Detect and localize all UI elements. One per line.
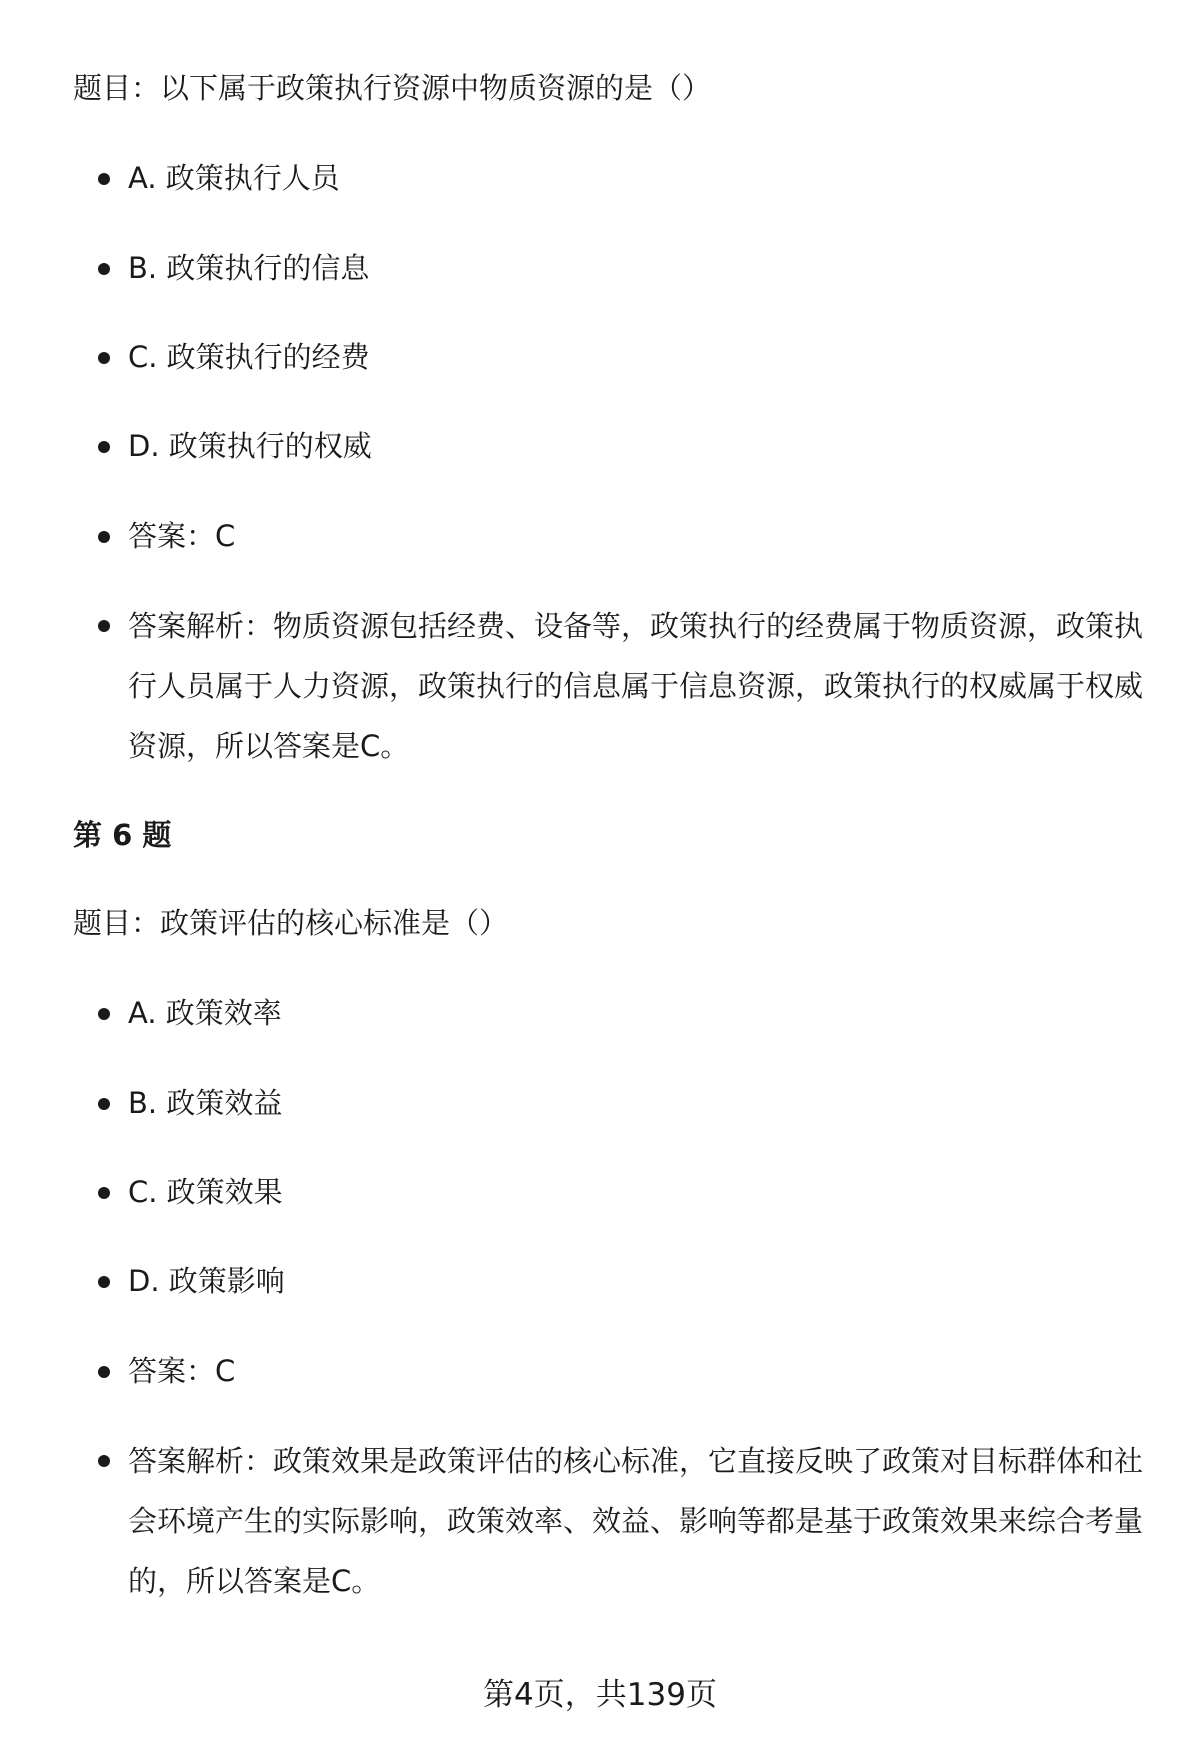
bullet — [98, 1098, 110, 1110]
q6-option-a: A. 政策效率 — [128, 996, 282, 1030]
question-5-text: 题目：以下属于政策执行资源中物质资源的是（） — [73, 71, 712, 105]
q5-explanation: 答案解析：物质资源包括经费、设备等，政策执行的经费属于物质资源，政策执行人员属于人力资源，政策执行的信息属于信息资源，政策执行的权威属于权威资源，所以答案是C。 — [128, 609, 1144, 763]
bullet — [98, 352, 110, 364]
bullet — [98, 1008, 110, 1020]
bullet — [98, 1276, 110, 1288]
bullet — [98, 1366, 110, 1378]
bullet — [98, 1187, 110, 1199]
bullet — [98, 531, 110, 543]
bullet — [98, 620, 110, 632]
q5-option-a: A. 政策执行人员 — [128, 161, 340, 195]
q6-answer: 答案：C — [128, 1354, 236, 1388]
q5-option-d: D. 政策执行的权威 — [128, 429, 372, 463]
bullet — [98, 263, 110, 275]
page-indicator: 第4页，共139页 — [483, 1677, 717, 1713]
bullet — [98, 173, 110, 185]
bullet — [98, 441, 110, 453]
q6-option-d: D. 政策影响 — [128, 1264, 285, 1298]
q5-option-b: B. 政策执行的信息 — [128, 251, 370, 285]
question-6-heading: 第 6 题 — [73, 818, 172, 852]
q5-answer: 答案：C — [128, 519, 236, 553]
question-6-text: 题目：政策评估的核心标准是（） — [73, 906, 509, 940]
q6-option-c: C. 政策效果 — [128, 1175, 283, 1209]
q5-option-c: C. 政策执行的经费 — [128, 340, 370, 374]
bullet — [98, 1455, 110, 1467]
q6-explanation: 答案解析：政策效果是政策评估的核心标准，它直接反映了政策对目标群体和社会环境产生的实际影响，政策效率、效益、影响等都是基于政策效果来综合考量的，所以答案是C。 — [128, 1444, 1144, 1598]
q6-option-b: B. 政策效益 — [128, 1086, 283, 1120]
